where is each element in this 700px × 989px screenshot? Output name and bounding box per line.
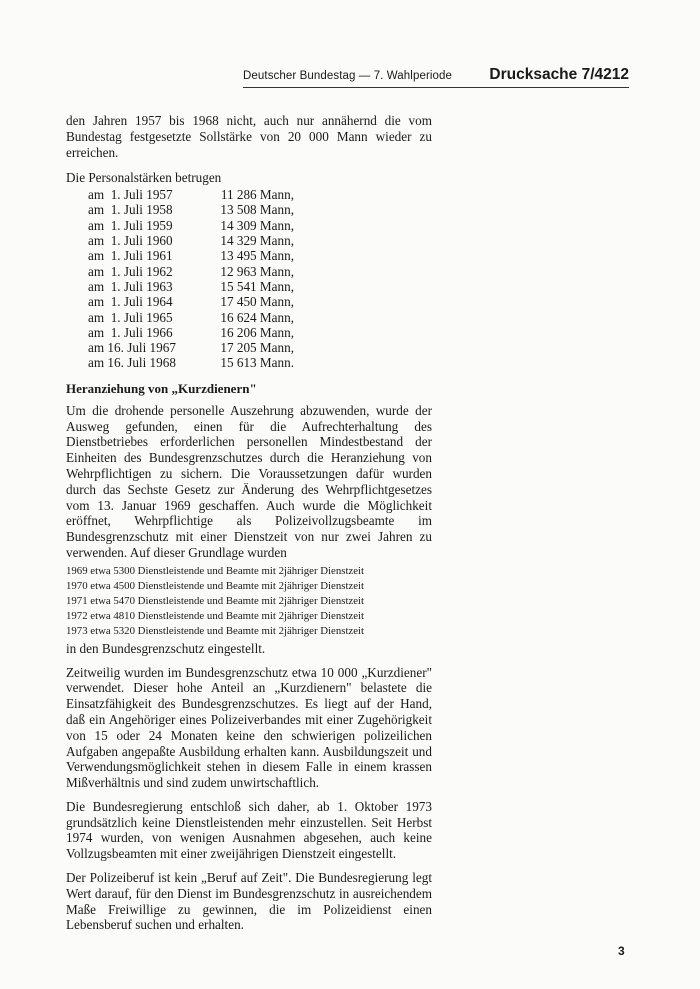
personnel-date: am 1. Juli 1963 <box>88 278 173 294</box>
personnel-date: am 1. Juli 1966 <box>88 324 173 340</box>
paragraph-1: Um die drohende personelle Auszehrung abzuwenden, wurde der Ausweg gefunden, einen für die Aufrechterhaltung des Dienstbetriebes erforderlichen personellen Mindestbestand der Einheiten des Bundesgrenzschutzes durch die Heranziehung von Wehrpflichtigen zu sichern. Die Voraussetzungen dafür wurden durch das Sechste Gesetz zur Änderung des Wehrpflichtgesetzes vom 13. Januar 1969 geschaffen. Auch wurde die Möglichkeit eröffnet, Wehrpflichtige als Polizeivollzugsbeamte im Bundesgrenzschutz mit einer Dienstzeit von nur zwei Jahren zu verwenden. Auf dieser Grundlage wurden <box>66 402 432 560</box>
personnel-date: am 1. Juli 1965 <box>88 309 173 325</box>
personnel-row <box>88 294 432 309</box>
personnel-row <box>88 233 432 248</box>
personnel-row <box>88 187 432 202</box>
personnel-value: 14 309 Mann, <box>220 217 294 233</box>
personnel-row <box>88 264 432 279</box>
personnel-value: 16 206 Mann, <box>220 324 294 340</box>
personnel-value: 13 508 Mann, <box>220 202 294 218</box>
personnel-row <box>88 355 432 370</box>
document-number: Drucksache 7/4212 <box>489 66 629 83</box>
personnel-value: 12 963 Mann, <box>220 263 294 279</box>
personnel-date: am 1. Juli 1958 <box>88 202 173 218</box>
header-rule <box>243 87 629 88</box>
text-column <box>66 113 432 933</box>
personnel-row <box>88 325 432 340</box>
personnel-date: am 16. Juli 1968 <box>88 355 176 371</box>
personnel-value: 17 205 Mann, <box>220 340 294 356</box>
personnel-value: 15 613 Mann. <box>220 355 294 371</box>
personnel-intro: Die Personalstärken betrugen <box>66 170 222 186</box>
conscript-line: 1969 etwa 5300 Dienstleistende und Beamte mit 2jähriger Dienstzeit <box>66 564 365 577</box>
personnel-list <box>88 187 432 371</box>
section-heading: Heranziehung von „Kurzdienern" <box>66 380 257 396</box>
personnel-value: 13 495 Mann, <box>220 248 294 264</box>
personnel-value: 14 329 Mann, <box>220 233 294 249</box>
paragraph-1-end: in den Bundesgrenzschutz eingestellt. <box>66 640 266 656</box>
conscript-line: 1970 etwa 4500 Dienstleistende und Beamte mit 2jähriger Dienstzeit <box>66 579 365 592</box>
personnel-date: am 16. Juli 1967 <box>88 340 176 356</box>
intro-paragraph: den Jahren 1957 bis 1968 nicht, auch nur annähernd die vom Bundestag festgesetzte Sollstärke von 20 000 Mann wieder zu erreichen. <box>66 113 432 160</box>
personnel-value: 15 541 Mann, <box>220 278 294 294</box>
personnel-row <box>88 248 432 263</box>
conscript-line: 1972 etwa 4810 Dienstleistende und Beamte mit 2jähriger Dienstzeit <box>66 609 365 622</box>
paragraph-2: Zeitweilig wurden im Bundesgrenzschutz etwa 10 000 „Kurzdiener" verwendet. Dieser hohe Anteil an „Kurzdienern" belastete die Einsatzfähigkeit des Bundesgrenzschutzes. Es liegt auf der Hand, daß ein Angehöriger eines Polizeiverbandes mit einer Zugehörigkeit von 15 oder 24 Monaten keine den schwierigen polizeilichen Aufgaben angepaßte Ausbildung erhalten kann. Ausbildungszeit und Verwendungsmöglichkeit stehen in diesem Falle in einem krassen Mißverhältnis und sind zudem unwirtschaftlich. <box>66 664 432 791</box>
paragraph-4: Der Polizeiberuf ist kein „Beruf auf Zeit". Die Bundesregierung legt Wert darauf, für den Dienst im Bundesgrenzschutz in ausreichendem Maße Freiwillige zu gewinnen, die im Polizeidienst einen Lebensberuf suchen und erhalten. <box>66 870 432 933</box>
personnel-row <box>88 202 432 217</box>
paragraph-3: Die Bundesregierung entschloß sich daher, ab 1. Oktober 1973 grundsätzlich keine Dienstleistenden mehr einzustellen. Seit Herbst 1974 wurden, von wenigen Ausnahmen abgesehen, auch keine Vollzugsbeamten mit einer zweijährigen Dienstzeit eingestellt. <box>66 798 432 862</box>
personnel-value: 17 450 Mann, <box>220 294 294 310</box>
personnel-date: am 1. Juli 1964 <box>88 294 173 310</box>
page-header <box>243 66 643 86</box>
page-number: 3 <box>618 944 625 958</box>
personnel-row <box>88 218 432 233</box>
personnel-value: 16 624 Mann, <box>220 309 294 325</box>
personnel-date: am 1. Juli 1962 <box>88 263 173 279</box>
personnel-date: am 1. Juli 1957 <box>88 187 173 203</box>
personnel-row <box>88 279 432 294</box>
personnel-value: 11 286 Mann, <box>220 187 294 203</box>
conscript-list <box>66 564 432 639</box>
personnel-date: am 1. Juli 1961 <box>88 248 173 264</box>
conscript-line: 1973 etwa 5320 Dienstleistende und Beamte mit 2jähriger Dienstzeit <box>66 624 365 637</box>
personnel-row <box>88 310 432 325</box>
personnel-date: am 1. Juli 1959 <box>88 217 173 233</box>
conscript-line: 1971 etwa 5470 Dienstleistende und Beamte mit 2jähriger Dienstzeit <box>66 594 365 607</box>
personnel-row <box>88 340 432 355</box>
personnel-date: am 1. Juli 1960 <box>88 233 173 249</box>
running-title: Deutscher Bundestag — 7. Wahlperiode <box>243 70 453 82</box>
